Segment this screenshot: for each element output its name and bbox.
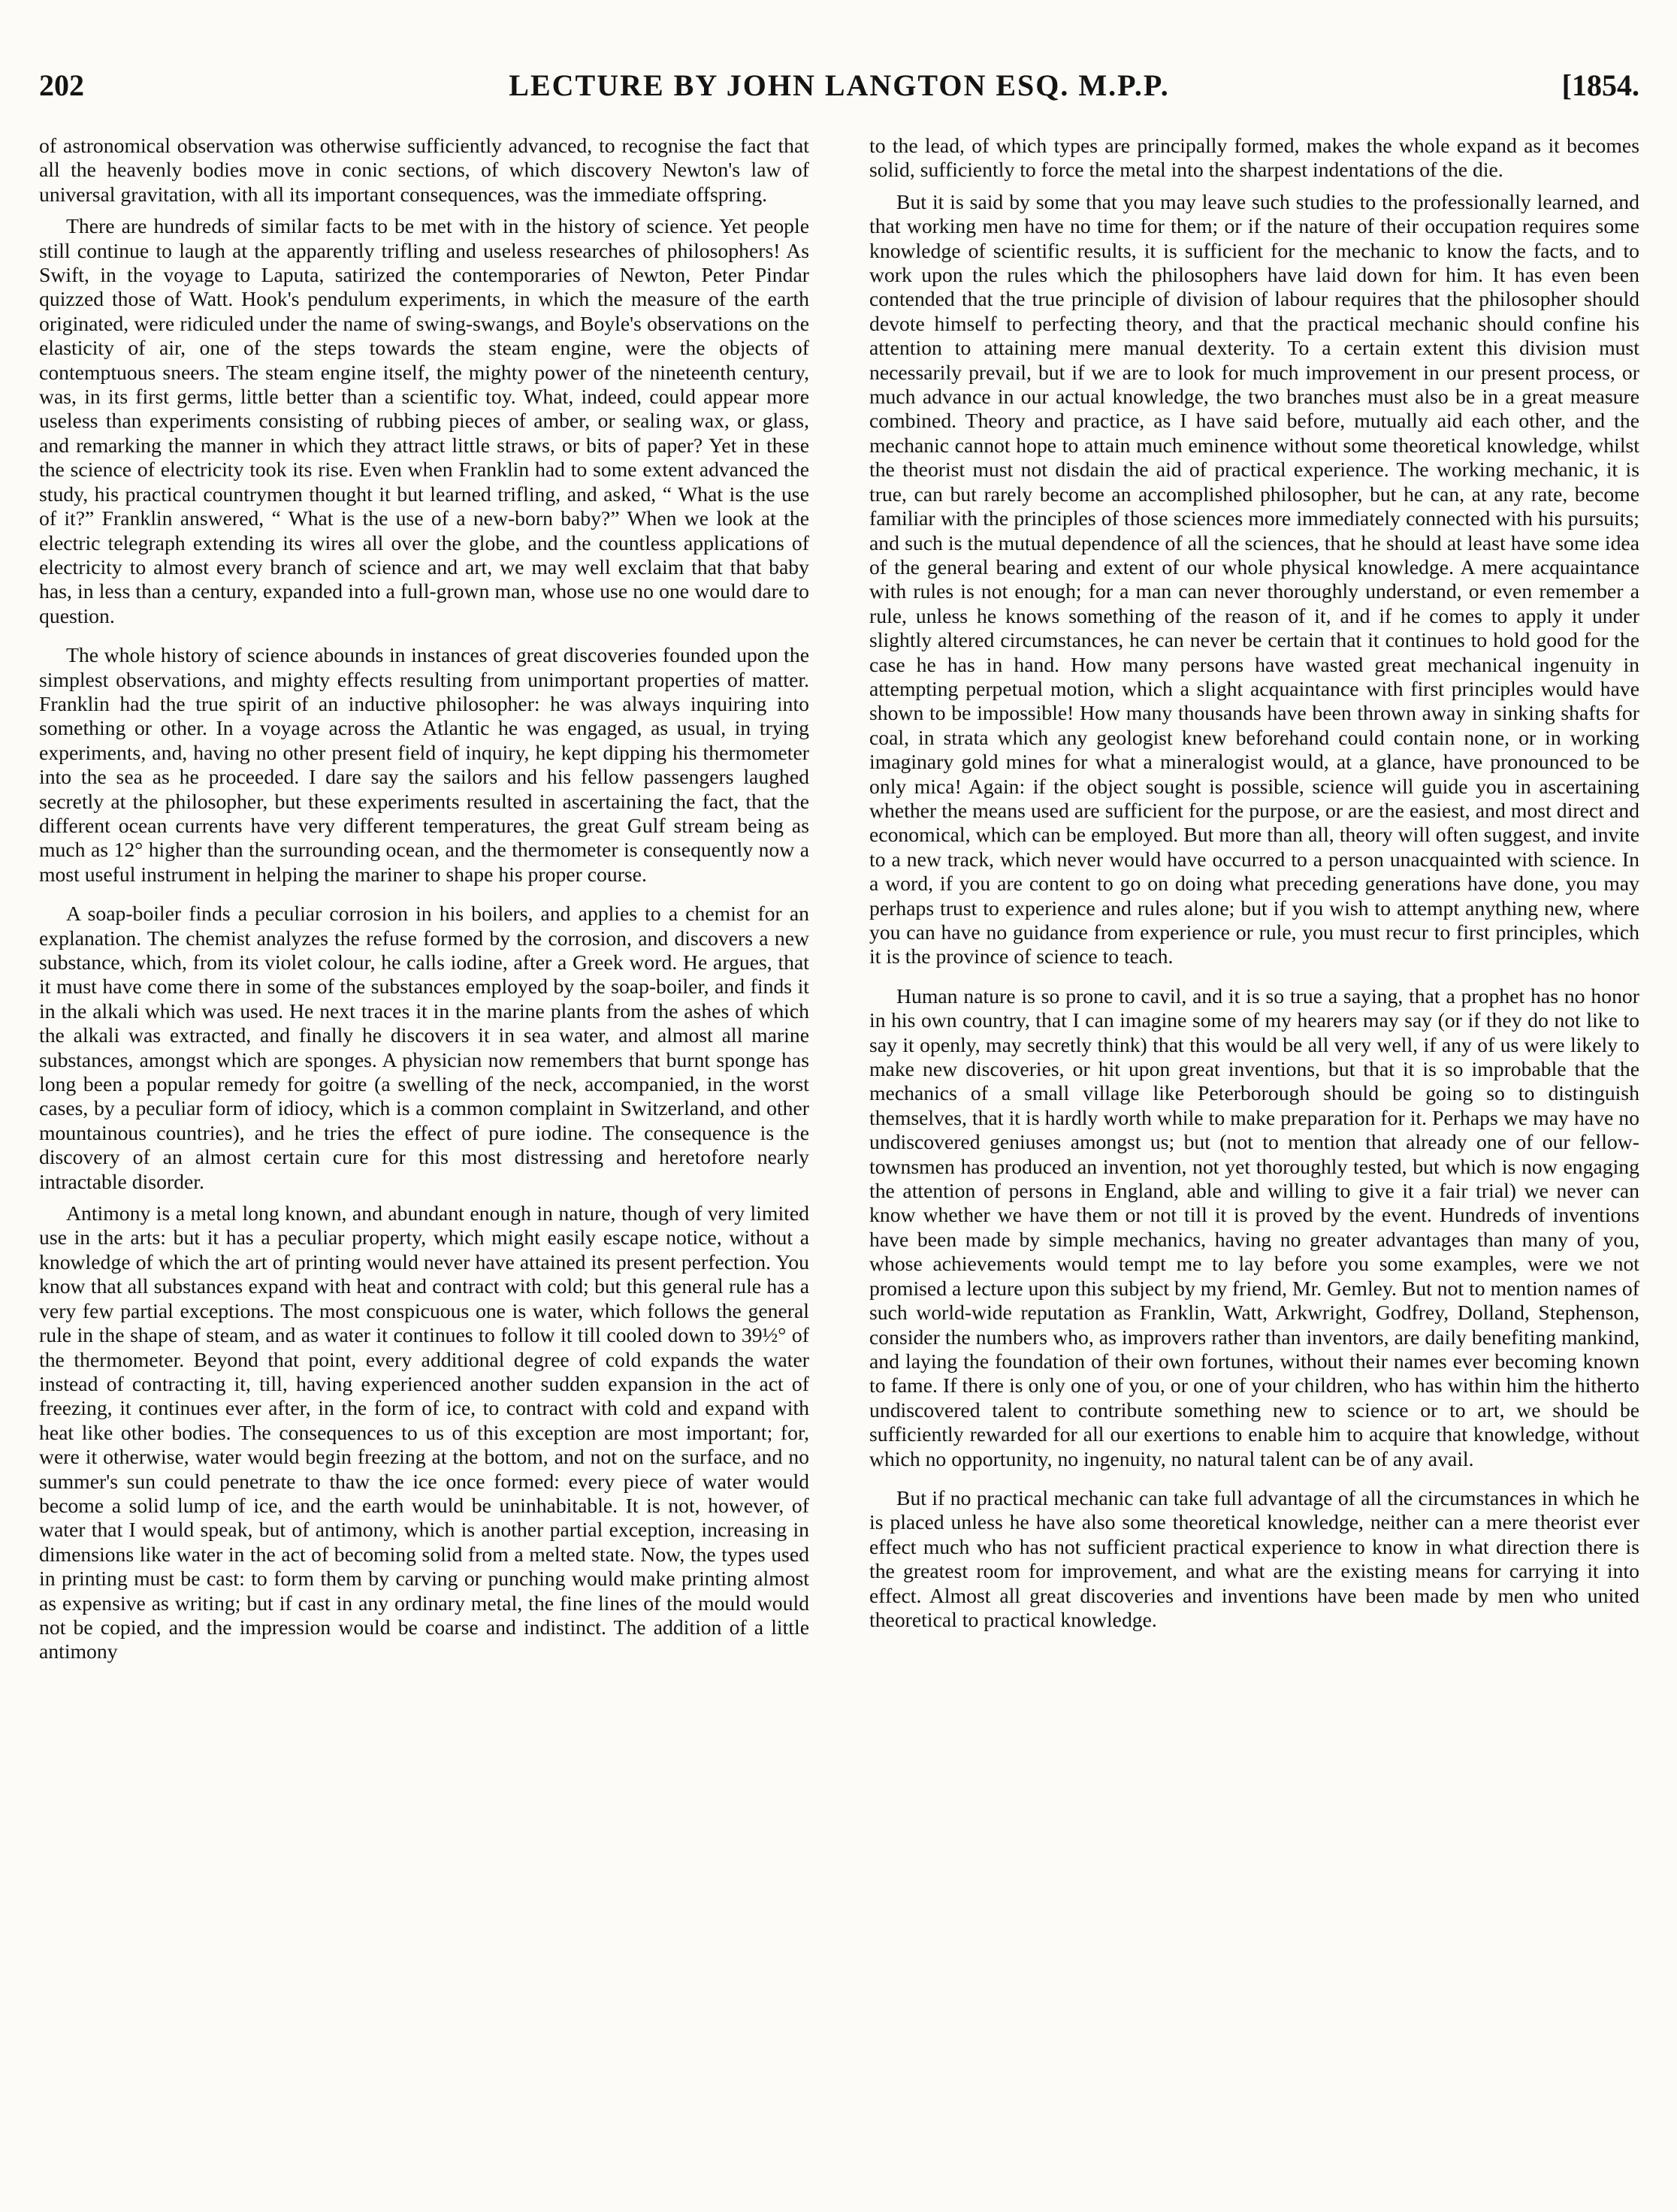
paragraph: The whole history of science abounds in instances of great discoveries founded upon the simplest observations, and mighty effects resulting from unimportant properties of matter. Franklin had the true spirit of an inductive philosopher: he was always inquiring into something or other. In a voyage across the Atlantic he was engaged, as usual, in trying experiments, and, having no other present field of inquiry, he kept dipping his thermometer into the sea as he proceeded. I dare say the sailors and his fellow passengers laughed secretly at the philosopher, but these experiments resulted in ascertaining the fact, that the different ocean currents have very different temperatures, the great Gulf stream being as much as 12° higher than the surrounding ocean, and the thermometer is consequently now a most useful instrument in helping the mariner to shape his proper course. [39, 643, 809, 886]
paragraph: to the lead, of which types are principally formed, makes the whole expand as it becomes solid, sufficiently to force the metal into the sharpest indentations of the die. [869, 134, 1639, 182]
right-column [869, 134, 1639, 1672]
paragraph: But it is said by some that you may leave such studies to the professionally learned, and that working men have no time for them; or if the nature of their occupation requires some knowledge of scientific results, it is sufficient for the mechanic to know the facts, and to work upon the rules which the philosophers have laid down for him. It has even been contended that the true principle of division of labour requires that the philosopher should devote himself to perfecting theory, and that the practical mechanic should confine his attention to attaining mere manual dexterity. To a certain extent this division must necessarily prevail, but if we are to look for much improvement in our present process, or much advance in our actual knowledge, the two branches must also be in a great measure combined. Theory and practice, as I have said before, mutually aid each other, and the mechanic cannot hope to attain much eminence without some theoretical knowledge, whilst the theorist must not disdain the aid of practical experience. The working mechanic, it is true, can but rarely become an accomplished philosopher, but he can, at any rate, become familiar with the principles of those sciences more immediately connected with his pursuits; and such is the mutual dependence of all the sciences, that he should at least have some idea of the general bearing and extent of our whole physical knowledge. A mere acquaintance with rules is not enough; for a man can never thoroughly understand, or even remember a rule, unless he knows something of the reason of it, and if he comes to apply it under slightly altered circumstances, he can never be certain that it continues to hold good for the case he has in hand. How many persons have wasted great mechanical ingenuity in attempting perpetual motion, which a slight acquaintance with first principles would have shown to be impossible! How many thousands have been thrown away in sinking shafts for coal, in strata which any geologist knew beforehand could contain none, or in working imaginary gold mines for what a mineralogist would, at a glance, have pronounced to be only mica! Again: if the object sought is possible, science will guide you in ascertaining whether the means used are sufficient for the purpose, or are the easiest, and most direct and economical, which can be employed. But more than all, theory will often suggest, and invite to a new track, which never would have occurred to a person unacquainted with science. In a word, if you are content to go on doing what preceding generations have done, you may perhaps trust to experience and rules alone; but if you wish to attempt anything new, where you can have no guidance from experience or rule, you must recur to first principles, which it is the province of science to teach. [869, 189, 1639, 969]
paragraph: But if no practical mechanic can take full advantage of all the circumstances in which he is placed unless he have also some theoretical knowledge, neither can a mere theorist ever effect much who has not sufficient practical experience to know in what direction there is the greatest room for improvement, and what are the existing means for carrying it into effect. Almost all great discoveries and inventions have been made by men who united theoretical to practical knowledge. [869, 1485, 1639, 1631]
paragraph: Antimony is a metal long known, and abundant enough in nature, though of very limited use in the arts: but it has a peculiar property, which might easily escape notice, without a knowledge of which the art of printing would never have attained its present perfection. You know that all substances expand with heat and contract with cold; but this general rule has a very few partial exceptions. The most conspicuous one is water, which follows the general rule in the shape of steam, and as water it continues to follow it till cooled down to 39½° of the thermometer. Beyond that point, every additional degree of cold expands the water instead of contracting it, till, having experienced another sudden expansion in the act of freezing, it continues ever after, in the form of ice, to contract with cold and expand with heat like other bodies. The consequences to us of this exception are most important; for, were it otherwise, water would begin freezing at the bottom, and not on the surface, and no summer's sun could penetrate to thaw the ice once formed: every piece of water would become a solid lump of ice, and the earth would be uninhabitable. It is not, however, of water that I would speak, but of antimony, which is another partial exception, increasing in dimensions like water in the act of becoming solid from a melted state. Now, the types used in printing must be cast: to form them by carving or punching would make printing almost as expensive as writing; but if cast in any ordinary metal, the fine lines of the mould would not be copied, and the impression would be coarse and indistinct. The addition of a little antimony [39, 1201, 809, 1664]
paragraph: A soap-boiler finds a peculiar corrosion in his boilers, and applies to a chemist for an explanation. The chemist analyzes the refuse formed by the corrosion, and discovers a new substance, which, from its violet colour, he calls iodine, after a Greek word. He argues, that it must have come there in some of the substances employed by the soap-boiler, and finds it in the alkali which was used. He next traces it in the marine plants from the ashes of which the alkali was extracted, and finally he discovers it in sea water, and almost all marine substances, amongst which are sponges. A physician now remembers that burnt sponge has long been a popular remedy for goitre (a swelling of the neck, accompanied, in the worst cases, by a peculiar form of idiocy, which is a common complaint in Switzerland, and other mountainous countries), and he tries the effect of pure iodine. The consequence is the discovery of an almost certain cure for this most distressing and heretofore nearly intractable disorder. [39, 902, 809, 1193]
document-page [39, 0, 1639, 2212]
left-column [39, 134, 809, 1672]
page-number: 202 [39, 68, 84, 102]
running-title: LECTURE BY JOHN LANGTON ESQ. M.P.P. [509, 68, 1170, 102]
text-columns [39, 134, 1639, 1672]
page-header [39, 68, 1639, 107]
year-label: [1854. [1561, 68, 1639, 102]
paragraph: of astronomical observation was otherwise sufficiently advanced, to recognise the fact that all the heavenly bodies move in conic sections, of which discovery Newton's law of universal gravitation, with all its important consequences, was the immediate offspring. [39, 134, 809, 206]
paragraph: There are hundreds of similar facts to be met with in the history of science. Yet people still continue to laugh at the apparently trifling and useless researches of philosophers! As Swift, in the voyage to Laputa, satirized the contemporaries of Newton, Peter Pindar quizzed those of Watt. Hook's pendulum experiments, in which the measure of the earth originated, were ridiculed under the name of swing-swangs, and Boyle's observations on the elasticity of air, one of the steps towards the steam engine, were the objects of contemptuous sneers. The steam engine itself, the mighty power of the nineteenth century, was, in its first germs, little better than a scientific toy. What, indeed, could appear more useless than experiments consisting of rubbing pieces of amber, or sealing wax, or glass, and remarking the manner in which they attract little straws, or bits of paper? Yet in these the science of electricity took its rise. Even when Franklin had to some extent advanced the study, his practical countrymen thought it but learned trifling, and asked, “ What is the use of it?” Franklin answered, “ What is the use of a new-born baby?” When we look at the electric telegraph extending its wires all over the globe, and the countless applications of electricity to almost every branch of science and art, we may well exclaim that that baby has, in less than a century, expanded into a full-grown man, whose use no one would dare to question. [39, 214, 809, 627]
paragraph: Human nature is so prone to cavil, and it is so true a saying, that a prophet has no honor in his own country, that I can imagine some of my hearers may say (or if they do not like to say it openly, may secretly think) that this would be all very well, if any of us were likely to make new discoveries, or hit upon great inventions, but that it is so improbable that the mechanics of a small village like Peterborough should be going so to distinguish themselves, that it is hardly worth while to make preparation for it. Perhaps we may have no undiscovered geniuses amongst us; but (not to mention that already one of our fellow-townsmen has produced an invention, not yet thoroughly tested, but which is now engaging the attention of persons in England, able and willing to give it a fair trial) we never can know whether we have them or not till it is proved by the event. Hundreds of inventions have been made by simple mechanics, having no greater advantages than many of you, whose achievements would tempt me to lay before you some examples, were we not promised a lecture upon this subject by my friend, Mr. Gemley. But not to mention names of such world-wide reputation as Franklin, Watt, Arkwright, Godfrey, Dolland, Stephenson, consider the numbers who, as improvers rather than inventors, are daily benefiting mankind, and laying the foundation of their own fortunes, without their names ever becoming known to fame. If there is only one of you, or one of your children, who has within him the hitherto undiscovered talent to contribute something new to science or to art, we should be sufficiently rewarded for all our exertions to enable him to acquire that knowledge, without which no opportunity, no ingenuity, no natural talent can be of any avail. [869, 984, 1639, 1470]
